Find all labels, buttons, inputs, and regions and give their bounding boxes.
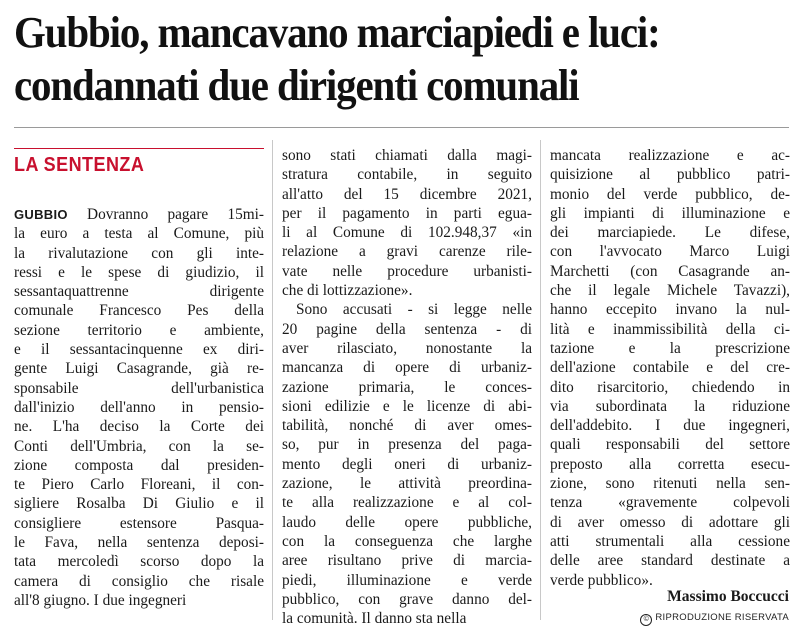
headline-divider <box>14 127 789 128</box>
text-line: preposto alla corretta esecu- <box>550 455 790 473</box>
byline: Massimo Boccucci <box>667 588 789 605</box>
text-line: Sono accusati - si legge nelle <box>296 301 532 319</box>
text-line: sioni edilizie e le licenze di abi- <box>282 397 532 415</box>
text-line: pubblico, con grave danno del- <box>282 590 532 608</box>
text-line: la euro a testa al Comune, più <box>14 225 264 243</box>
text-line: delle aree standard destinate a <box>550 552 790 570</box>
text-line: tenza «gravemente colpevoli <box>550 494 790 512</box>
text-line: che il legale Michele Tavazzi), <box>550 282 790 300</box>
headline-line-2: condannati due dirigenti comunali <box>14 61 579 110</box>
text-line: li al Comune di 102.948,37 «in <box>282 224 532 242</box>
text-line: 20 pagine della sentenza - di <box>282 320 532 338</box>
text-line: per il pagamento in parti egua- <box>282 204 532 222</box>
text-line: con la conseguenza che larghe <box>282 532 532 550</box>
column-divider-1 <box>272 140 273 620</box>
text-line: di aver omesso di adottare gli <box>550 513 790 531</box>
text-line-content: Dovranno pagare 15mi- <box>67 206 264 223</box>
text-line: gli impianti di illuminazione e <box>550 204 790 222</box>
text-line: zione, sono ritenuti nella sen- <box>550 475 790 493</box>
text-line: la comunità. Il danno sta nella <box>282 610 467 628</box>
text-line: te Piero Carlo Floreani, il con- <box>14 476 264 494</box>
text-line: la rivalutazione con gli inte- <box>14 244 264 262</box>
text-line: camera di consiglio che risale <box>14 572 264 590</box>
text-line: le Fava, nella sentenza deposi- <box>14 534 264 552</box>
text-line: sponsabile dell'urbanistica <box>14 379 264 397</box>
text-line: te alla realizzazione e al col- <box>282 494 532 512</box>
text-line: relazione a gravi carenze rile- <box>282 243 532 261</box>
text-line: zione composta dal presiden- <box>14 456 264 474</box>
text-line: atti strumentali alla cessione <box>550 532 790 550</box>
text-line: dell'addebito. I due ingegneri, <box>550 417 790 435</box>
text-line: stratura contabile, in seguito <box>282 166 532 184</box>
text-line: zazione primaria, le conces- <box>282 378 532 396</box>
text-line: aree risultano prive di marcia- <box>282 552 532 570</box>
article-column-3 <box>550 146 790 590</box>
text-line: che di lottizzazione». <box>282 282 413 300</box>
text-line: hanno eccepito invano la nul- <box>550 301 790 319</box>
text-line: aver rilasciato, nonostante la <box>282 339 532 357</box>
text-line: dito risarcitorio, chiedendo in <box>550 378 790 396</box>
copyright-notice <box>640 612 789 626</box>
kicker-label: LA SENTENZA <box>14 154 145 176</box>
text-line: dei marciapiede. Le difese, <box>550 224 790 242</box>
text-line: dall'inizio dell'anno in pensio- <box>14 398 264 416</box>
text-line: mancata realizzazione e ac- <box>550 147 790 164</box>
text-line: tata mercoledì scorso dopo la <box>14 553 264 571</box>
text-line: vate nelle procedure urbanisti- <box>282 262 532 280</box>
dateline: GUBBIO <box>14 207 68 222</box>
text-line <box>14 205 264 224</box>
text-line: sigliere Rosalba Di Giulio e il <box>14 495 264 513</box>
text-line: Marchetti (con Casagrande an- <box>550 262 790 280</box>
text-line: monio del verde pubblico, de- <box>550 185 790 203</box>
column-divider-2 <box>540 140 541 620</box>
article-column-1 <box>14 205 264 610</box>
text-line: via subordinata la riduzione <box>550 397 790 415</box>
text-line: Conti dell'Umbria, con la se- <box>14 437 264 455</box>
text-line: sono stati chiamati dalla magi- <box>282 147 532 164</box>
text-line: sezione territorio e ambiente, <box>14 321 264 339</box>
text-line: so, pur in presenza del paga- <box>282 436 532 454</box>
text-line: lità e inammissibilità della ci- <box>550 320 790 338</box>
text-line: piedi, illuminazione e verde <box>282 571 532 589</box>
headline <box>14 6 739 112</box>
text-line: ressi e le spese di giudizio, il <box>14 263 264 281</box>
text-line: mento degli oneri di urbaniz- <box>282 455 532 473</box>
text-line: all'8 giugno. I due ingegneri <box>14 591 187 609</box>
text-line: verde pubblico». <box>550 571 653 589</box>
text-line: con l'avvocato Marco Luigi <box>550 243 790 261</box>
text-line: zazione, le attività preordina- <box>282 475 532 493</box>
text-line: e il sessantacinquenne ex diri- <box>14 341 264 359</box>
headline-line-1: Gubbio, mancavano marciapiedi e luci: <box>14 8 660 57</box>
text-line: consigliere estensore Pasqua- <box>14 514 264 532</box>
text-line: quali responsabili del settore <box>550 436 790 454</box>
article-column-2 <box>282 146 532 628</box>
text-line: ne. L'ha deciso la Corte dei <box>14 418 264 436</box>
text-line: laudo delle opere pubbliche, <box>282 513 532 531</box>
text-line: all'atto del 15 dicembre 2021, <box>282 185 532 203</box>
text-line: tabilità, nonché di aver omes- <box>282 417 532 435</box>
text-line: tazione e la prescrizione <box>550 339 790 357</box>
text-line: gente Luigi Casagrande, già re- <box>14 360 264 378</box>
copyright-text: RIPRODUZIONE RISERVATA <box>655 612 789 623</box>
text-line: dell'azione contabile e del cre- <box>550 359 790 377</box>
text-line: sessantaquattrenne dirigente <box>14 283 264 301</box>
text-line: comunale Francesco Pes della <box>14 302 264 320</box>
text-line: mancanza di opere di urbaniz- <box>282 359 532 377</box>
text-line: quisizione al pubblico patri- <box>550 166 790 184</box>
copyright-icon: © <box>640 614 652 626</box>
kicker-rule <box>14 148 264 149</box>
